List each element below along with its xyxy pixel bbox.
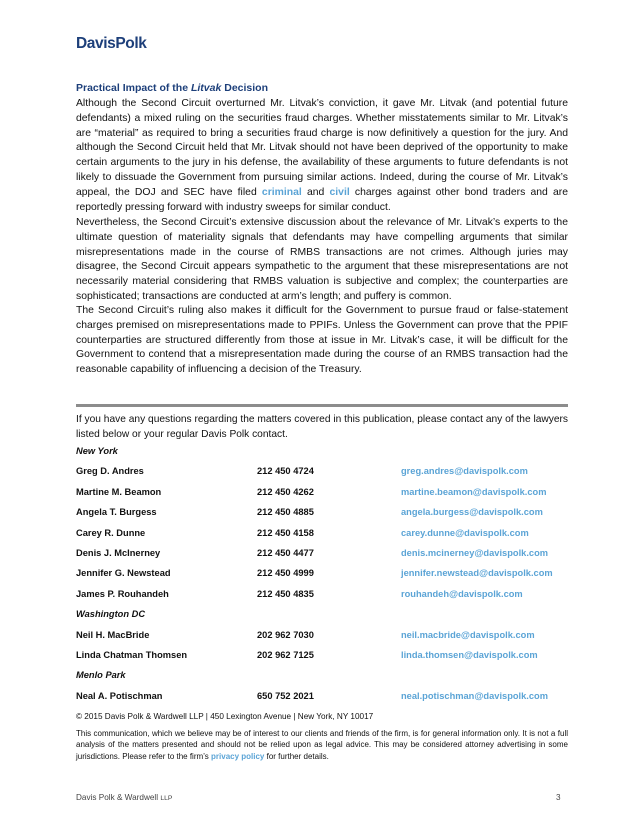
paragraph-3: The Second Circuit’s ruling also makes it difficult for the Government to pursue fraud or false-statement charges premised on misrepresentations made to PPIFs. Unless the Government can prove that the PPIF counterparties are structured differently from those at issue in Mr. Litvak’s case, it will be difficult for the Government to contend that a misrepresentation made during the course of an RMBS transaction had the reasonable capability of influencing a decision of the Treasury. (76, 305, 568, 376)
privacy-policy-link[interactable]: privacy policy (211, 751, 265, 761)
contact-email-link[interactable]: jennifer.newstead@davispolk.com (401, 568, 553, 579)
contact-email-link[interactable]: neil.macbride@davispolk.com (401, 629, 535, 640)
section-title: Practical Impact of the Litvak Decision (76, 82, 268, 94)
civil-link[interactable]: civil (329, 186, 350, 198)
paragraph-2: Nevertheless, the Second Circuit’s extensive discussion about the relevance of Mr. Litvak’s experts to the ultimate question of materiality signals that defendants may have compelling arguments that similar misrepresentations made in the course of RMBS transactions are not crimes. Although juries may disagree, the Second Circuit appears sympathetic to the argument that these misrepresentations are not necessarily material considering that RMBS valuation is subjective and complex; the counterparties are sophisticated; transactions are conducted at arm’s length; and puffery is common. (76, 217, 568, 302)
contact-phone: 202 962 7125 (257, 649, 314, 660)
contact-row (76, 646, 568, 666)
contact-intro: If you have any questions regarding the matters covered in this publication, please contact any of the lawyers listed below or your regular Davis Polk contact. (76, 414, 568, 440)
contact-phone: 212 450 4835 (257, 588, 314, 599)
contact-name: Neal A. Potischman (76, 690, 163, 701)
disclaimer: This communication, which we believe may be of interest to our clients and friends of the firm, is for general information only. It is not a full analysis of the matters presented and should not be relied upon as legal advice. This may be considered attorney advertising in some jurisdictions. Please refer to the firm’s privacy policy for further details. (76, 729, 568, 761)
contact-email-link[interactable]: greg.andres@davispolk.com (401, 466, 528, 477)
contact-phone: 212 450 4477 (257, 547, 314, 558)
section-title-italic: Litvak (190, 82, 222, 94)
contact-name: Neil H. MacBride (76, 629, 150, 640)
footer-firm: Davis Polk & Wardwell LLP (76, 793, 173, 802)
contact-phone: 212 450 4262 (257, 486, 314, 497)
contact-email-link[interactable]: angela.burgess@davispolk.com (401, 507, 543, 518)
contact-row (76, 483, 568, 503)
paragraph-1: Although the Second Circuit overturned Mr. Litvak’s conviction, it gave Mr. Litvak (and potential future defendants) a mixed ruling on the securities fraud charges. Whether misstatements similar to Mr. Litvak’s are “material” as required to bring a securities fraud charge is now definitively a question for the jury. And although the Second Circuit held that Mr. Litvak should not have been deprived of the opportunity to make certain arguments to the jury in his defense, the availability of these arguments to future defendants is not likely to dissuade the Government from pursuing similar actions. Indeed, during the course of Mr. Litvak’s appeal, the DOJ and SEC have filed criminal and civil charges against other bond traders and are reportedly pressing forward with industry sweeps for similar conduct. (76, 98, 568, 213)
contact-row (76, 503, 568, 523)
office-header (76, 442, 568, 462)
contact-name: Jennifer G. Newstead (76, 568, 171, 579)
contact-row (76, 544, 568, 564)
contact-name: Denis J. McInerney (76, 547, 161, 558)
section-divider (76, 404, 568, 407)
contact-row (76, 462, 568, 482)
contact-phone: 212 450 4999 (257, 568, 314, 579)
contact-row (76, 687, 568, 707)
contact-phone: 202 962 7030 (257, 629, 314, 640)
contact-phone: 212 450 4724 (257, 466, 314, 477)
contact-email-link[interactable]: linda.thomsen@davispolk.com (401, 649, 538, 660)
contacts-table (76, 442, 568, 707)
office-header (76, 666, 568, 686)
office-name: New York (76, 446, 118, 456)
criminal-link[interactable]: criminal (261, 186, 302, 198)
contact-row (76, 564, 568, 584)
contact-phone: 212 450 4158 (257, 527, 314, 538)
office-header (76, 605, 568, 625)
contact-email-link[interactable]: rouhandeh@davispolk.com (401, 588, 523, 599)
contact-email-link[interactable]: carey.dunne@davispolk.com (401, 527, 529, 538)
contact-email-link[interactable]: neal.potischman@davispolk.com (401, 690, 549, 701)
contact-name: Carey R. Dunne (76, 527, 146, 538)
contact-name: Angela T. Burgess (76, 507, 157, 518)
contact-phone: 212 450 4885 (257, 507, 314, 518)
contact-name: James P. Rouhandeh (76, 588, 169, 599)
contact-email-link[interactable]: denis.mcinerney@davispolk.com (401, 547, 549, 558)
davis-polk-logo: DavisPolk (76, 35, 147, 52)
contact-name: Martine M. Beamon (76, 486, 162, 497)
office-name: Washington DC (76, 609, 146, 620)
page-number: 3 (556, 793, 561, 802)
office-name: Menlo Park (76, 670, 126, 681)
contact-phone: 650 752 2021 (257, 690, 314, 701)
contact-email-link[interactable]: martine.beamon@davispolk.com (401, 486, 547, 497)
copyright-line: © 2015 Davis Polk & Wardwell LLP | 450 Lexington Avenue | New York, NY 10017 (76, 712, 374, 721)
contact-row (76, 626, 568, 646)
contact-row (76, 585, 568, 605)
contact-row (76, 524, 568, 544)
contact-name: Linda Chatman Thomsen (76, 649, 188, 660)
contact-name: Greg D. Andres (76, 466, 144, 477)
